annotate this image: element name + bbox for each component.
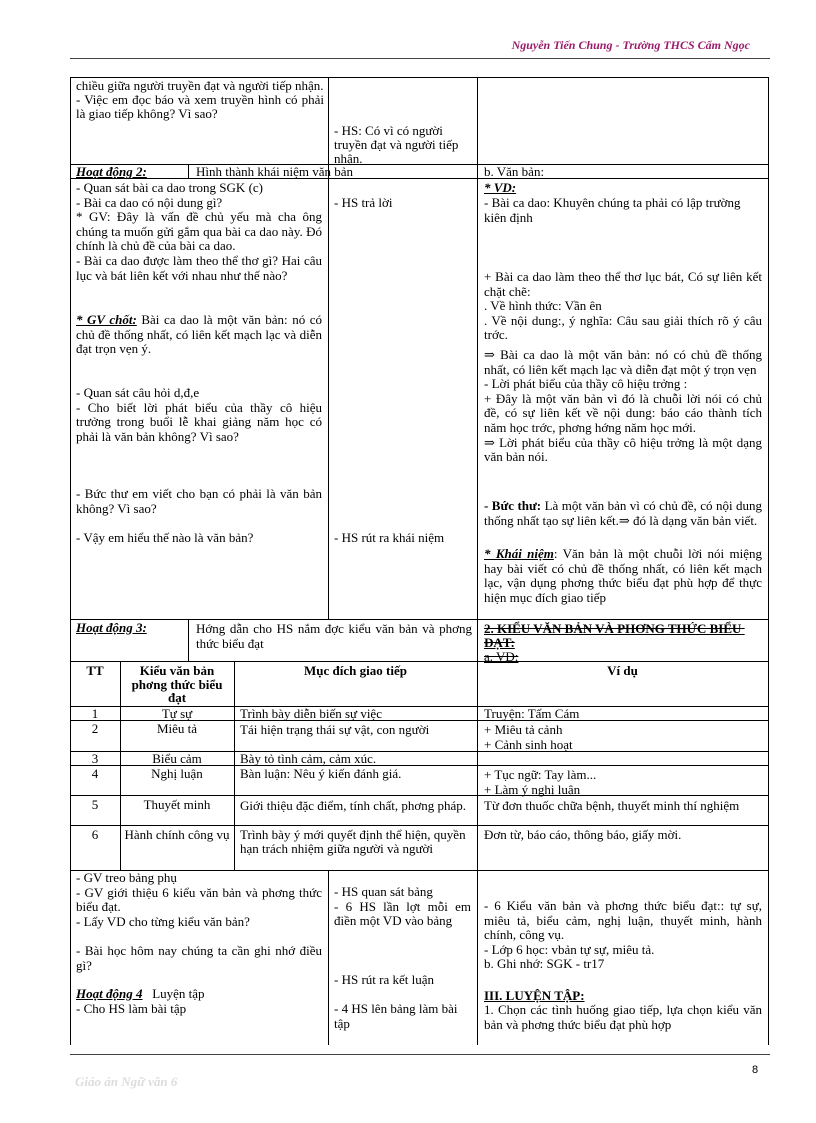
table-cell: 4: [91, 766, 99, 781]
th-tt: TT: [86, 663, 104, 678]
border: [70, 77, 71, 178]
table-cell: 2: [91, 721, 99, 736]
footer-text: Giáo án Ngữ văn 6: [75, 1074, 178, 1089]
border: [70, 870, 71, 1045]
s2-left3: - Bức thư em viết cho bạn có phải là văn bản không? Vì sao?: [76, 486, 326, 516]
hd2-title: Hoạt động 2:: [76, 164, 147, 179]
table-cell: + Tục ngữ: Tay làm... + Làm ý nghị luận: [484, 767, 597, 797]
border: [768, 178, 769, 619]
table-cell: Từ đơn thuốc chữa bệnh, thuyết minh thí nghiệm: [484, 798, 740, 813]
s4-mid3: - 4 HS lên bảng làm bài tập: [334, 1001, 461, 1031]
s2-left1: - Quan sát bài ca dao trong SGK (c) - Bài ca dao có nội dung gì? * GV: Đây là vấn đề chủ yếu mà cha ông chúng ta muốn gửi gắm qua bài ca dao này. Đó chính là chủ đề của bài ca dao. - Bài ca dao được làm theo thể thơ gì? Hai câu lục và bát liên kết với nhau như thế nào?: [76, 180, 322, 283]
table-cell: 6: [91, 827, 99, 842]
footer-rule: [70, 1054, 770, 1055]
s1-left: chiều giữa người truyền đạt và người tiếp nhận. - Việc em đọc báo và xem truyền hình có phải là giao tiếp không? Vì sao?: [76, 78, 324, 121]
border: [70, 619, 71, 661]
table-cell: 1: [91, 706, 99, 721]
s2-r1: - Bài ca dao: Khuyên chúng ta phải có lập trường kiên định: [484, 195, 744, 225]
hd2-desc: Hình thành khái niệm văn bản: [196, 164, 354, 179]
header-rule: [70, 58, 770, 59]
border: [70, 164, 768, 165]
s2-khai-niem: * Khái niệm: Văn bản là một chuỗi lời nói miệng hay bài viết có chủ đề thống nhất, có liên kết mạch lạc, vận dụng phơng thức biểu đạt phù hợp để thực hiện mục đích giao tiếp: [484, 546, 766, 605]
border: [328, 870, 329, 1045]
s1-mid: - HS: Có vì có người truyền đạt và người tiếp nhận.: [334, 123, 462, 166]
s4-r2: 1. Chọn các tình huống giao tiếp, lựa chọn kiểu văn bản và phơng thức biểu đạt phù hợp: [484, 1002, 766, 1032]
border: [328, 77, 329, 178]
hd3-right-title: 2. KIỂU VĂN BẢN VÀ PHƠNG THỨC BIỂU ĐẠT:: [484, 621, 745, 650]
table-cell: Trình bày ý mới quyết định thể hiện, quyền hạn trách nhiệm giữa người và người: [240, 827, 469, 856]
border: [70, 178, 71, 619]
hd3-title: Hoạt động 3:: [76, 620, 147, 635]
border: [328, 178, 329, 619]
s2-left4: - Vậy em hiểu thế nào là văn bản?: [76, 530, 254, 545]
border: [188, 164, 189, 178]
table-cell: Miêu tả: [156, 721, 198, 736]
border: [768, 77, 769, 178]
s4-mid2: - HS rút ra kết luận: [334, 972, 435, 987]
border: [70, 178, 768, 179]
table-cell: 5: [91, 797, 99, 812]
table-cell: Bàn luận: Nêu ý kiến đánh giá.: [240, 766, 402, 781]
s4-r1: - 6 Kiểu văn bản và phơng thức biểu đạt:: tự sự, miêu tả, biểu cảm, nghị luận, thuyết minh, hành chính, công vụ. - Lớp 6 học: vbản tự sự, miêu tả. b. Ghi nhớ: SGK - tr17: [484, 898, 762, 972]
page-header: Nguyễn Tiến Chung - Trường THCS Cẩm Ngọc: [511, 38, 750, 52]
hd3-right-sub: a. VD:: [484, 649, 519, 664]
border: [477, 870, 478, 1045]
th-muc-dich: Mục đích giao tiếp: [304, 663, 407, 678]
table-cell: Bày tỏ tình cảm, cảm xúc.: [240, 751, 377, 766]
table-border: [70, 661, 768, 662]
table-cell: Biểu cảm: [152, 751, 202, 766]
border: [477, 178, 478, 619]
table-cell: Đơn từ, báo cáo, thông báo, giấy mời.: [484, 827, 682, 842]
hd4-row: Hoạt động 4 Luyện tập: [76, 986, 205, 1001]
s2-mid2: - HS rút ra khái niệm: [334, 530, 445, 545]
table-cell: Truyện: Tấm Cám: [484, 706, 580, 721]
border: [477, 77, 478, 178]
table-cell: Nghị luận: [151, 766, 203, 781]
table-cell: Tái hiện trạng thái sự vật, con người: [240, 722, 430, 737]
table-cell: 3: [91, 751, 99, 766]
s2-vd-label: * VD:: [484, 180, 517, 195]
page-number: 8: [752, 1064, 759, 1076]
s4-left2: - Cho HS làm bài tập: [76, 1001, 187, 1016]
s2-gv-chot: * GV chốt: Bài ca dao là một văn bản: nó có chủ đề thống nhất, có liên kết mạch lạc và diễn đạt trọn vẹn ý.: [76, 312, 326, 357]
s2-left2: - Quan sát câu hỏi d,đ,e - Cho biết lời phát biểu của thầy cô hiệu trưởng trong buổi lễ khai giảng năm học có phải là văn bản không? Vì sao?: [76, 385, 322, 444]
border: [70, 825, 768, 826]
s4-mid1: - HS quan sát bảng - 6 HS lần lợt mỗi em điền một VD vào bảng: [334, 884, 471, 929]
table-cell: Giới thiệu đặc điểm, tính chất, phơng pháp.: [240, 798, 467, 813]
s2-r3: ⇒ Bài ca dao là một văn bản: nó có chủ đề thống nhất, có liên kết mạch lạc và diễn đạt một ý trọn vẹn - Lời phát biểu của thầy cô hiệu trởng : + Đây là một văn bản vì đó là chuỗi lời nói có chủ đề, có sự liên kết về nội dung: báo cáo thành tích năm học trớc, phơng hớng năm học mới. ⇒ Lời phát biểu của thầy cô hiệu trởng là một dạng văn bản nói.: [484, 347, 762, 465]
s2-mid1: - HS trả lời: [334, 195, 393, 210]
hd3-desc: Hớng dẫn cho HS nắm đợc kiểu văn bản và phơng thức biểu đạt: [196, 621, 476, 651]
th-kieu: Kiểu văn bản phơng thức biểu đạt: [131, 663, 226, 705]
table-cell: Hành chính công vụ: [124, 827, 230, 842]
s2-buc-thu: - Bức thư: Là một văn bản vì có chủ đề, có nội dung thống nhất tạo sự liên kết.⇒ đó là dạng văn bản viết.: [484, 498, 766, 528]
luyen-tap-title: III. LUYỆN TẬP:: [484, 988, 585, 1003]
s4-left1: - GV treo bảng phụ - GV giới thiệu 6 kiểu văn bản và phơng thức biểu đạt. - Lấy VD cho từng kiểu văn bản? - Bài học hôm nay chúng ta cần ghi nhớ điều gì?: [76, 870, 322, 973]
table-cell: Thuyết minh: [143, 797, 211, 812]
border: [768, 619, 769, 661]
border: [768, 661, 769, 870]
s2-r2: + Bài ca dao làm theo thể thơ lục bát, Có sự liên kết chặt chẽ: . Về hình thức: Vần ên . Về nội dung:, ý nghĩa: Câu sau giải thích rõ ý câu trớc.: [484, 269, 762, 343]
border: [188, 619, 189, 661]
border: [477, 619, 478, 661]
table-cell: Trình bày diễn biến sự việc: [240, 706, 382, 721]
table-cell: Tự sự: [161, 706, 193, 721]
table-cell: + Miêu tả cảnh + Cảnh sinh hoạt: [484, 722, 573, 752]
hd2-right: b. Văn bản:: [484, 164, 545, 179]
border: [768, 870, 769, 1045]
th-vi-du: Ví dụ: [607, 663, 638, 678]
border: [70, 619, 768, 620]
